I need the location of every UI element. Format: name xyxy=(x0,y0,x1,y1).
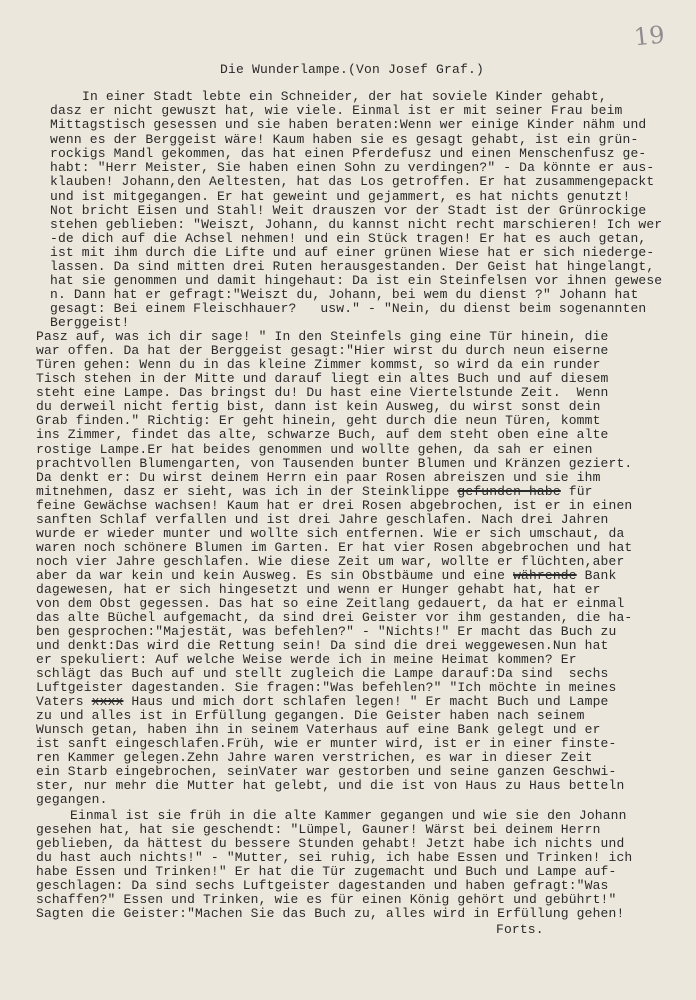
text-line: war offen. Da hat der Berggeist gesagt:"Hier wirst du durch neun eiserne xyxy=(36,343,609,358)
text-line: ins Zimmer, findet das alte, schwarze Buch, auf dem steht oben eine alte xyxy=(36,427,609,442)
text-line: und ist mitgegangen. Er hat geweint und gejammert, es hat nichts genutzt! xyxy=(50,189,631,204)
text-line: -de dich auf die Achsel nehmen! und ein Stück tragen! Er hat es auch getan, xyxy=(50,231,647,246)
text-line: gegangen. xyxy=(36,792,108,807)
struck-text: gefunden habe xyxy=(457,484,561,499)
text-line: waren noch schönere Blumen im Garten. Er hat vier Rosen abgebrochen und hat xyxy=(36,540,633,555)
text-line: von dem Obst gegessen. Das hat so eine Zeitlang gedauert, da hat er einmal xyxy=(36,596,625,611)
text-line: rockigs Mandl gekommen, das hat einen Pferdefusz und einen Menschenfusz ge- xyxy=(50,146,647,161)
text-line: ist sanft eingeschlafen.Früh, wie er munter wird, ist er in einer finste- xyxy=(36,736,617,751)
text-line: dasz er nicht gewuszt hat, wie viele. Einmal ist er mit seiner Frau beim xyxy=(50,103,623,118)
text-line: Grab finden." Richtig: Er geht hinein, geht durch die neun Türen, kommt xyxy=(36,413,601,428)
text-line: Forts. xyxy=(496,922,544,937)
text-line: und denkt:Das wird die Rettung sein! Da sind die drei weggewesen.Nun hat xyxy=(36,638,609,653)
text-line: mitnehmen, dasz er sieht, was ich in der Steinklippe gefunden habe für xyxy=(36,484,593,499)
text-line: Berggeist! xyxy=(50,315,130,330)
text-line: ben gesprochen:"Majestät, was befehlen?" - "Nichts!" Er macht das Buch zu xyxy=(36,624,617,639)
text-line: Mittagstisch gesessen und sie haben beraten:Wenn wer einige Kinder nähm und xyxy=(50,117,647,132)
text-line: Luftgeister dagestanden. Sie fragen:"Was befehlen?" "Ich möchte in meines xyxy=(36,680,617,695)
text-line: geschlagen: Da sind sechs Luftgeister dagestanden und haben gefragt:"Was xyxy=(36,878,609,893)
text-line: wenn es der Berggeist wäre! Kaum haben sie es gesagt gehabt, ist ein grün- xyxy=(50,132,639,147)
text-line: zu und alles ist in Erfüllung gegangen. Die Geister haben nach seinem xyxy=(36,708,585,723)
text-line: prachtvollen Blumengarten, von Tausenden bunter Blumen und Kränzen geziert. xyxy=(36,456,633,471)
text-line: Tisch stehen in der Mitte und darauf liegt ein altes Buch und auf diesem xyxy=(36,371,609,386)
text-line: habt: "Herr Meister, Sie haben einen Sohn zu verdingen?" - Da könnte er aus- xyxy=(50,160,655,175)
document-title: Die Wunderlampe.(Von Josef Graf.) xyxy=(220,62,485,77)
text-line: noch vier Jahre geschlafen. Wie diese Zeit um war, wollte er flüchten,aber xyxy=(36,554,625,569)
text-line: du hast auch nichts!" - "Mutter, sei ruhig, ich habe Essen und Trinken! ich xyxy=(36,850,633,865)
text-line: hat sie genommen und damit hingehaut: Da ist ein Steinfelsen vor ihnen gewese xyxy=(50,273,663,288)
text-line: Vaters xxxx Haus und mich dort schlafen legen! " Er macht Buch und Lampe xyxy=(36,694,609,709)
text-line: sanften Schlaf verfallen und ist drei Jahre geschlafen. Nach drei Jahren xyxy=(36,512,609,527)
text-line: In einer Stadt lebte ein Schneider, der hat soviele Kinder gehabt, xyxy=(82,89,607,104)
text-line: klauben! Johann,den Aeltesten, hat das Los getroffen. Er hat zusammengepackt xyxy=(50,174,655,189)
text-line: das alte Büchel aufgemacht, da sind drei Geister vor ihm gestanden, die ha- xyxy=(36,610,633,625)
text-line: ein Starb eingebrochen, seinVater war gestorben und seine ganzen Geschwi- xyxy=(36,764,617,779)
text-line: schlägt das Buch auf und stellt zugleich die Lampe darauf:Da sind sechs xyxy=(36,666,609,681)
page-number: 19 xyxy=(632,20,666,52)
text-line: Pasz auf, was ich dir sage! " In den Steinfels ging eine Tür hinein, die xyxy=(36,329,609,344)
text-line: wurde er wieder munter und wollte sich entfernen. Wie er sich umschaut, da xyxy=(36,526,625,541)
struck-text: währende xyxy=(513,568,577,583)
text-line: lassen. Da sind mitten drei Ruten herausgestanden. Der Geist hat hingelangt, xyxy=(50,259,655,274)
text-line: ist mit ihm durch die Lifte und auf einer grünen Wiese hat er sich niederge- xyxy=(50,245,655,260)
text-line: gesagt: Bei einem Fleischhauer? usw." - "Nein, du dienst beim sogenannten xyxy=(50,301,647,316)
text-line: ren Kammer gelegen.Zehn Jahre waren verstrichen, es war in dieser Zeit xyxy=(36,750,593,765)
text-line: Da denkt er: Du wirst deinem Herrn ein paar Rosen abreiszen und sie ihm xyxy=(36,470,601,485)
text-line: Not bricht Eisen und Stahl! Weit drauszen vor der Stadt ist der Grünrockige xyxy=(50,203,647,218)
text-line: ster, nur mehr die Mutter hat gelebt, und die ist von Haus zu Haus betteln xyxy=(36,778,625,793)
text-line: rostige Lampe.Er hat beides genommen und wollte gehen, da sah er einen xyxy=(36,442,593,457)
struck-text: xxxx xyxy=(91,694,124,709)
text-line: er spekuliert: Auf welche Weise werde ich in meine Heimat kommen? Er xyxy=(36,652,577,667)
text-line: du derweil nicht fertig bist, dann ist kein Ausweg, du wirst sonst dein xyxy=(36,399,601,414)
text-line: aber da war kein und kein Ausweg. Es sin Obstbäume und eine währende Bank xyxy=(36,568,617,583)
text-line: Wunsch getan, haben ihn in seinem Vaterhaus auf eine Bank gelegt und er xyxy=(36,722,601,737)
text-line: Türen gehen: Wenn du in das kleine Zimmer kommst, so wird da ein runder xyxy=(36,357,601,372)
text-line: Sagten die Geister:"Machen Sie das Buch zu, alles wird in Erfüllung gehen! xyxy=(36,906,625,921)
text-line: Einmal ist sie früh in die alte Kammer gegangen und wie sie den Johann xyxy=(70,808,627,823)
text-line: dagewesen, hat er sich hingesetzt und wenn er Hunger gehabt hat, hat er xyxy=(36,582,601,597)
text-line: gesehen hat, hat sie geschendt: "Lümpel, Gauner! Wärst bei deinem Herrn xyxy=(36,822,601,837)
text-line: habe Essen und Trinken!" Er hat die Tür zugemacht und Buch und Lampe auf- xyxy=(36,864,617,879)
text-line: n. Dann hat er gefragt:"Weiszt du, Johann, bei wem du dienst ?" Johann hat xyxy=(50,287,639,302)
text-line: steht eine Lampe. Das bringst du! Du hast eine Viertelstunde Zeit. Wenn xyxy=(36,385,609,400)
text-line: feine Gewächse wachsen! Kaum hat er drei Rosen abgebrochen, ist er in einen xyxy=(36,498,633,513)
text-line: geblieben, da hättest du bessere Stunden gehabt! Jetzt habe ich nichts und xyxy=(36,836,625,851)
text-line: schaffen?" Essen und Trinken, wie es für einen König gehört und gebührt!" xyxy=(36,892,617,907)
text-line: stehen geblieben: "Weiszt, Johann, du kannst nicht recht marschieren! Ich wer xyxy=(50,217,663,232)
